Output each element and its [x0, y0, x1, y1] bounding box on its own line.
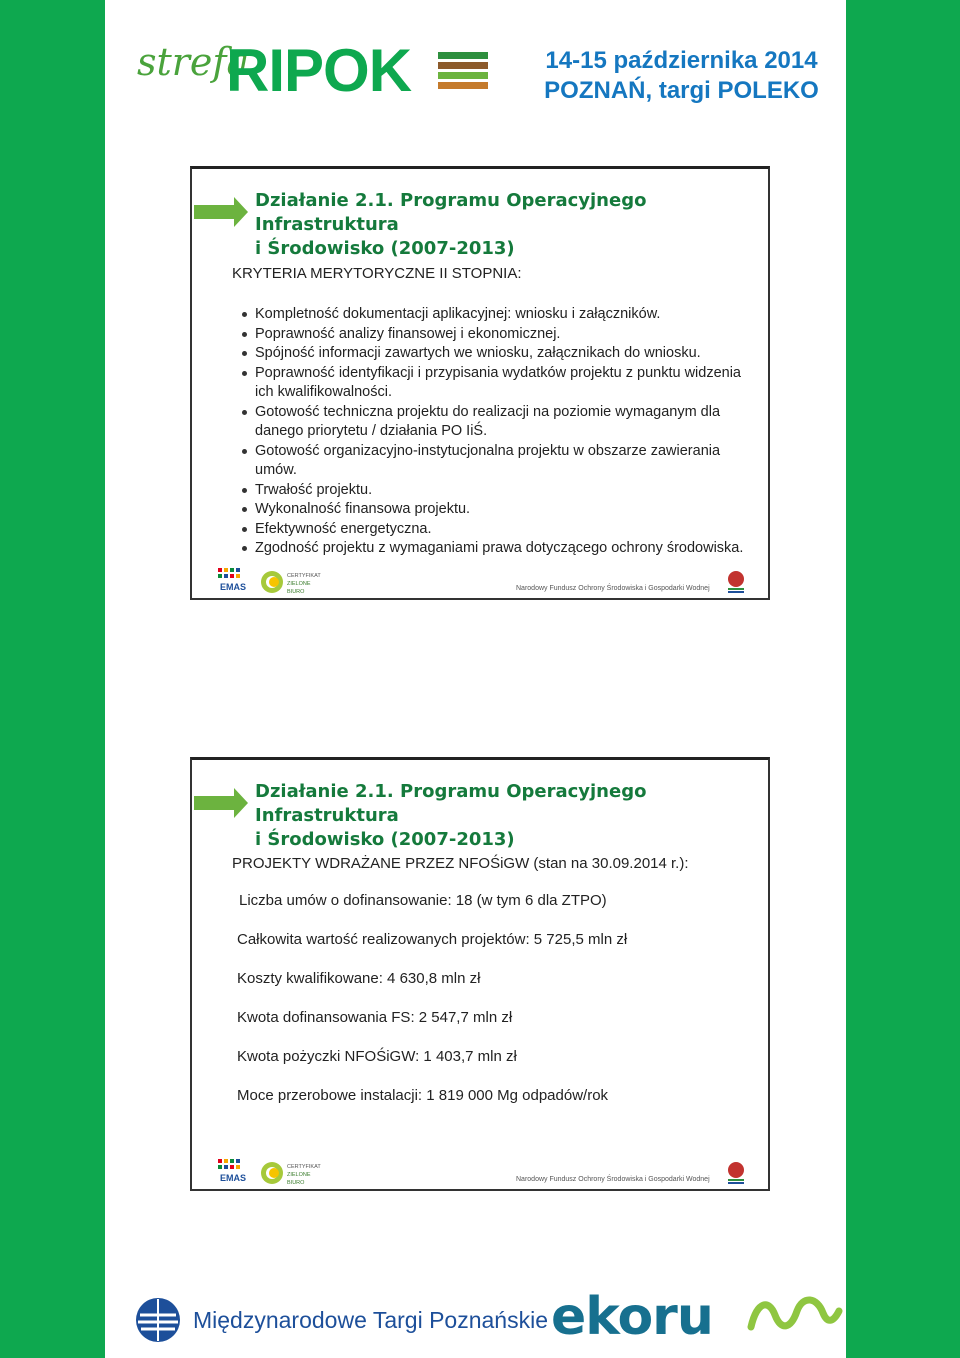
zielone-biuro-logo-icon: [260, 569, 330, 595]
footer-organization: Narodowy Fundusz Ochrony Środowiska i Gospodarki Wodnej: [516, 1176, 710, 1183]
fact-item: Moce przerobowe instalacji: 1 819 000 Mg odpadów/rok: [237, 1087, 609, 1104]
slide-title-line2: i Środowisko (2007-2013): [255, 238, 515, 259]
bottom-logos: [105, 1283, 846, 1358]
ekorum-logo-text: ekoru: [551, 1287, 713, 1347]
list-item: [242, 442, 752, 481]
logo-strefa-text: strefa: [137, 40, 250, 84]
svg-text:ZIELONE: ZIELONE: [287, 1172, 311, 1178]
logo-stripes-icon: [438, 52, 488, 92]
list-item-text: Gotowość organizacyjno-instytucjonalna projektu w obszarze zawierania umów.: [255, 442, 721, 478]
list-item-text: Spójność informacji zawartych we wniosku, załącznikach do wniosku.: [255, 345, 701, 361]
slide-title-line2: i Środowisko (2007-2013): [255, 829, 515, 850]
slide-title: [255, 189, 760, 261]
bullet-icon: [242, 410, 247, 415]
slide-title: [255, 780, 760, 852]
list-item: [242, 364, 752, 403]
bullet-icon: [242, 332, 247, 337]
fact-item: Koszty kwalifikowane: 4 630,8 mln zł: [237, 970, 481, 987]
list-item: [242, 539, 752, 559]
footer-organization: Narodowy Fundusz Ochrony Środowiska i Gospodarki Wodnej: [516, 585, 710, 592]
list-item-text: Poprawność analizy finansowej i ekonomicznej.: [255, 325, 561, 342]
slide-heading: KRYTERIA MERYTORYCZNE II STOPNIA:: [232, 265, 522, 282]
svg-text:BIURO: BIURO: [287, 1180, 305, 1186]
bullet-icon: [242, 371, 247, 376]
slide-heading: PROJEKTY WDRAŻANE PRZEZ NFOŚiGW (stan na 30.09.2014 r.):: [232, 855, 689, 872]
bullet-icon: [242, 546, 247, 551]
svg-text:EMAS: EMAS: [220, 1173, 246, 1183]
emas-logo-icon: [218, 1159, 246, 1185]
bullet-icon: [242, 449, 247, 454]
list-item-text: Kompletność dokumentacji aplikacyjnej: wniosku i załączników.: [255, 306, 661, 322]
slide-title-line1: Działanie 2.1. Programu Operacyjnego Infrastruktura: [255, 190, 647, 235]
list-item-text: Gotowość techniczna projektu do realizacji na poziomie wymaganym dla danego priorytetu / działania PO IiŚ.: [255, 403, 721, 439]
left-green-bar: [0, 0, 105, 1358]
slide-projects: [190, 757, 770, 1191]
bullet-icon: [242, 351, 247, 356]
mtp-name: Międzynarodowe Targi Poznańskie: [193, 1307, 548, 1333]
ekorum-m-wave-icon: [747, 1293, 843, 1333]
list-item: [242, 403, 752, 442]
list-item-text: Wykonalność finansowa projektu.: [255, 501, 471, 517]
nfosigw-logo-icon: [726, 1161, 746, 1185]
bullet-icon: [242, 527, 247, 532]
fact-item: Kwota pożyczki NFOŚiGW: 1 403,7 mln zł: [237, 1048, 517, 1065]
svg-text:CERTYFIKAT: CERTYFIKAT: [287, 573, 321, 579]
project-facts: [237, 892, 757, 1126]
list-item: [242, 305, 752, 325]
right-green-bar: [846, 0, 960, 1358]
event-info: [517, 0, 846, 118]
svg-text:BIURO: BIURO: [287, 589, 305, 595]
list-item-text: Poprawność identyfikacji i przypisania wydatków projektu z punktu widzenia ich kwalifikowalności.: [255, 364, 741, 400]
arrow-right-icon: [194, 197, 248, 227]
slide-title-line1: Działanie 2.1. Programu Operacyjnego Infrastruktura: [255, 781, 647, 826]
strefa-ripok-logo: [105, 0, 517, 118]
fact-item: Liczba umów o dofinansowanie: 18 (w tym 6 dla ZTPO): [239, 892, 607, 909]
svg-text:EMAS: EMAS: [220, 582, 246, 592]
nfosigw-logo-icon: [726, 570, 746, 594]
event-date: 14-15 października 2014: [545, 47, 818, 74]
emas-logo-icon: [218, 568, 246, 594]
list-item: [242, 481, 752, 501]
list-item: [242, 520, 752, 540]
list-item: [242, 500, 752, 520]
mtp-logo-icon: [135, 1297, 181, 1343]
svg-text:CERTYFIKAT: CERTYFIKAT: [287, 1164, 321, 1170]
list-item: [242, 344, 752, 364]
slide-footer: [192, 1157, 768, 1189]
list-item-text: Efektywność energetyczna.: [255, 520, 432, 537]
bullet-icon: [242, 488, 247, 493]
event-place: POZNAŃ, targi POLEKO: [544, 77, 819, 104]
list-item-text: Trwałość projektu.: [255, 481, 373, 498]
svg-text:ZIELONE: ZIELONE: [287, 581, 311, 587]
fact-item: Kwota dofinansowania FS: 2 547,7 mln zł: [237, 1009, 513, 1026]
list-item-text: Zgodność projektu z wymaganiami prawa dotyczącego ochrony środowiska.: [255, 540, 744, 556]
criteria-list: [242, 305, 752, 559]
list-item: [242, 325, 752, 345]
slide-footer: [192, 566, 768, 598]
fact-item: Całkowita wartość realizowanych projektów: 5 725,5 mln zł: [237, 931, 628, 948]
zielone-biuro-logo-icon: [260, 1160, 330, 1186]
logo-ripok-text: RIPOK: [226, 37, 412, 104]
arrow-right-icon: [194, 788, 248, 818]
bullet-icon: [242, 507, 247, 512]
bullet-icon: [242, 312, 247, 317]
slide-criteria: [190, 166, 770, 600]
